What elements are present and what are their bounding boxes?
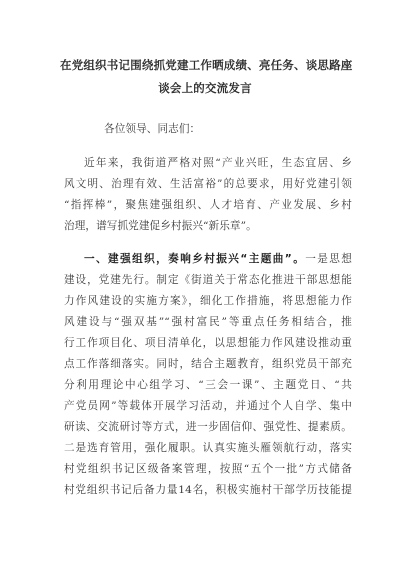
paragraph-2-line: 产党员网”等载体开展学习活动，并通过个人自学、集中: [64, 400, 352, 412]
section-heading: 一、建强组织，奏响乡村振兴“主题曲”。: [84, 253, 306, 265]
paragraph-2-line: 建设，党建先行。制定《街道关于常态化推进干部思想能: [64, 274, 352, 286]
paragraph-2-line: 行工作项目化、项目清单化，以思想能力作风建设推动重: [64, 337, 352, 349]
paragraph-2-line: 研读、交流研讨等方式，进一步固信仰、强党性、提素质。: [64, 421, 352, 433]
section-heading-rest: 一是思想: [305, 253, 352, 265]
paragraph-2-line: 风建设与“强双基”“强村富民”等重点任务相结合，推: [64, 316, 352, 328]
salutation: 各位领导、同志们：: [104, 123, 201, 135]
document-title-line-2: 谈会上的交流发言: [158, 81, 252, 95]
paragraph-1-line: 治理，谱写抓党建促乡村振兴“新乐章”。: [64, 220, 257, 232]
paragraph-2-first-line: [84, 252, 352, 266]
paragraph-1-line: 风文明、治理有效、生活富裕”的总要求，用好党建引领: [64, 178, 352, 190]
paragraph-2-line: 分利用理论中心组学习、“三会一课”、主题党日、“共: [64, 379, 352, 391]
paragraph-2-line: 二是选育管用，强化履职。认真实施头雁领航行动，落实: [64, 442, 352, 454]
paragraph-2-line: 力作风建设的实施方案》，细化工作措施，将思想能力作: [64, 295, 352, 307]
paragraph-2-line: 村党组织书记区级备案管理，按照“五个一批”方式储备: [64, 463, 352, 475]
paragraph-2-line: 点工作落细落实。同时，结合主题教育，组织党员干部充: [64, 358, 352, 370]
document-title-line-1: 在党组织书记围绕抓党建工作晒成绩、亮任务、谈思路座: [60, 58, 353, 72]
paragraph-2-line: 村党组织书记后备力量14名，积极实施村干部学历技能提: [64, 484, 352, 496]
paragraph-1-line: “指挥棒”，聚焦建强组织、人才培育、产业发展、乡村: [64, 199, 352, 211]
paragraph-1-line: 近年来，我街道严格对照“产业兴旺，生态宜居、乡: [84, 157, 352, 169]
